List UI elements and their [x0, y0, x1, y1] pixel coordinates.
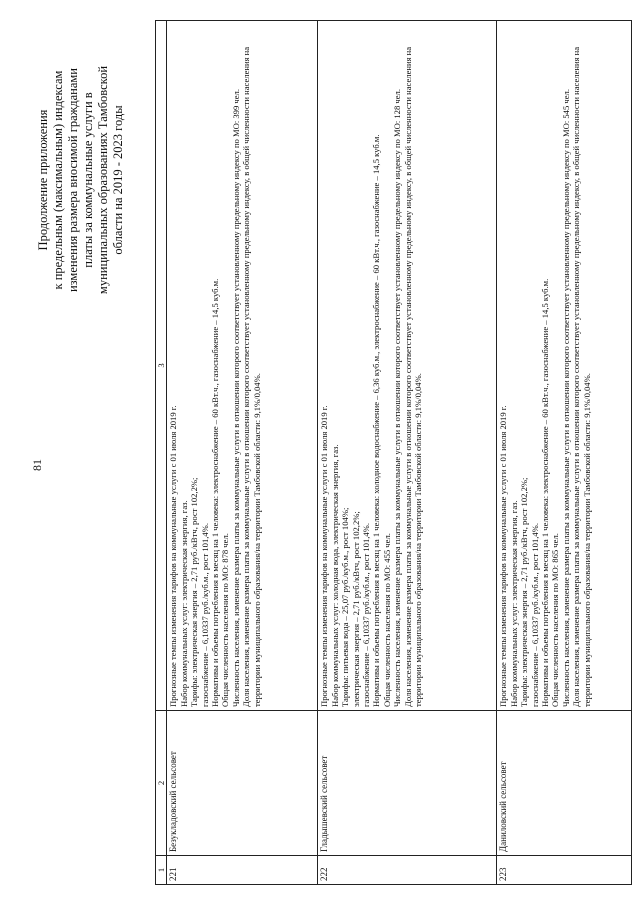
page-number: 81 [30, 459, 44, 471]
description-line: Доля населения, изменение размера платы за коммунальные услуги в отношении которого соответствует установленному предельному индексу, в общей численности населения на территории муниципального образования/на территории Тамбовской области: 9,1%/0,04%. [402, 46, 424, 707]
description-line: электрическая энергия – 2,71 руб./кВтч, рост 102,2%; [350, 511, 361, 707]
description-line: газоснабжение – 6,10337 руб./куб.м., рост 101,4%. [199, 523, 210, 707]
description-line: Общая численность населения по МО: 865 чел. [550, 533, 561, 707]
description-line: Общая численность населения по МО: 878 чел. [220, 533, 231, 707]
description-line: Нормативы и объемы потребления в месяц на 1 человека: электроснабжение – 60 кВт.ч., газоснабжение – 14,5 куб.м. [540, 278, 551, 707]
description-line: газоснабжение – 6,10337 руб./куб.м., рост 101,4%. [529, 523, 540, 707]
description-line: Прогнозные темпы изменения тарифов на коммунальные услуги с 01 июля 2019 г. [168, 405, 179, 707]
column-header-3: 3 [156, 21, 167, 711]
row-description [167, 21, 318, 711]
description-line: Тарифы: электрическая энергия – 2,71 руб./кВтч, рост 102,2%; [519, 477, 530, 707]
description-line: Доля населения, изменение размера платы за коммунальные услуги в отношении которого соответствует установленному предельному индексу, в общей численности населения на территории муниципального образования/на территории Тамбовской области: 9,1%/0,04%. [571, 46, 592, 707]
description-line: Общая численность населения по МО: 455 чел. [381, 533, 392, 707]
table-row [497, 21, 632, 885]
column-header-1: 1 [156, 856, 167, 885]
description-line: Набор коммунальных услуг: электрическая энергия, газ. [178, 500, 189, 707]
description-line: Нормативы и объемы потребления в месяц на 1 человека: электроснабжение – 60 кВт.ч., газоснабжение – 14,5 куб.м. [210, 278, 221, 707]
appendix-heading [36, 30, 126, 330]
description-line: Прогнозные темпы изменения тарифов на коммунальные услуги с 01 июля 2019 г. [498, 405, 509, 707]
appendix-line: Продолжение приложения [36, 109, 50, 251]
appendix-line: муниципальных образованиях Тамбовской [96, 65, 110, 295]
table-row [167, 21, 318, 885]
column-header-2: 2 [156, 711, 167, 856]
municipality-name: Безукладовский сельсовет [167, 711, 318, 856]
description-line: Тарифы: электрическая энергия – 2,71 руб./кВтч, рост 102,2%; [189, 477, 200, 707]
description-line: Доля населения, изменение размера платы за коммунальные услуги в отношении которого соответствует установленному предельному индексу, в общей численности населения на территории муниципального образования/на территории Тамбовской области: 9,1%/0,04%. [241, 46, 262, 707]
municipality-name: Даниловский сельсовет [497, 711, 632, 856]
tariff-table [155, 20, 632, 885]
description-line: Нормативы и объемы потребления в месяц на 1 человека: холодное водоснабжение – 6,36 куб.м., электроснабжение – 60 кВт.ч., газоснабжение – 14,5 куб.м. [371, 134, 382, 707]
description-line: Численность населения, изменение размера платы за коммунальные услуги в отношении которого соответствует установленному предельному индексу по МО: 128 чел. [392, 89, 403, 707]
row-description [497, 21, 632, 711]
description-line: Численность населения, изменение размера платы за коммунальные услуги в отношении которого соответствует установленному предельному индексу по МО: 545 чел. [560, 89, 571, 707]
appendix-line: к предельным (максимальным) индексам [51, 70, 65, 290]
appendix-line: изменения размера вносимой гражданами [66, 68, 80, 293]
row-number: 223 [497, 856, 632, 885]
row-number: 221 [167, 856, 318, 885]
table-row [318, 21, 497, 885]
table-header-row [156, 21, 167, 885]
row-description [318, 21, 497, 711]
description-line: Набор коммунальных услуг: холодная вода, электрическая энергия, газ. [329, 444, 340, 707]
description-line: Набор коммунальных услуг: электрическая энергия, газ. [508, 500, 519, 707]
appendix-line: платы за коммунальные услуги в [81, 92, 95, 268]
description-line: Тарифы: питьевая вода – 25,07 руб./куб.м., рост 104%; [340, 507, 351, 707]
description-line: газоснабжение – 6,10337 руб./куб.м., рост 101,4%. [361, 523, 372, 707]
municipality-name: Гладышевский сельсовет [318, 711, 497, 856]
description-line: Численность населения, изменение размера платы за коммунальные услуги в отношении которого соответствует установленному предельному индексу по МО: 399 чел. [230, 89, 241, 707]
description-line: Прогнозные темпы изменения тарифов на коммунальные услуги с 01 июля 2019 г. [319, 405, 330, 707]
row-number: 222 [318, 856, 497, 885]
appendix-line: области на 2019 - 2023 годы [111, 105, 125, 255]
